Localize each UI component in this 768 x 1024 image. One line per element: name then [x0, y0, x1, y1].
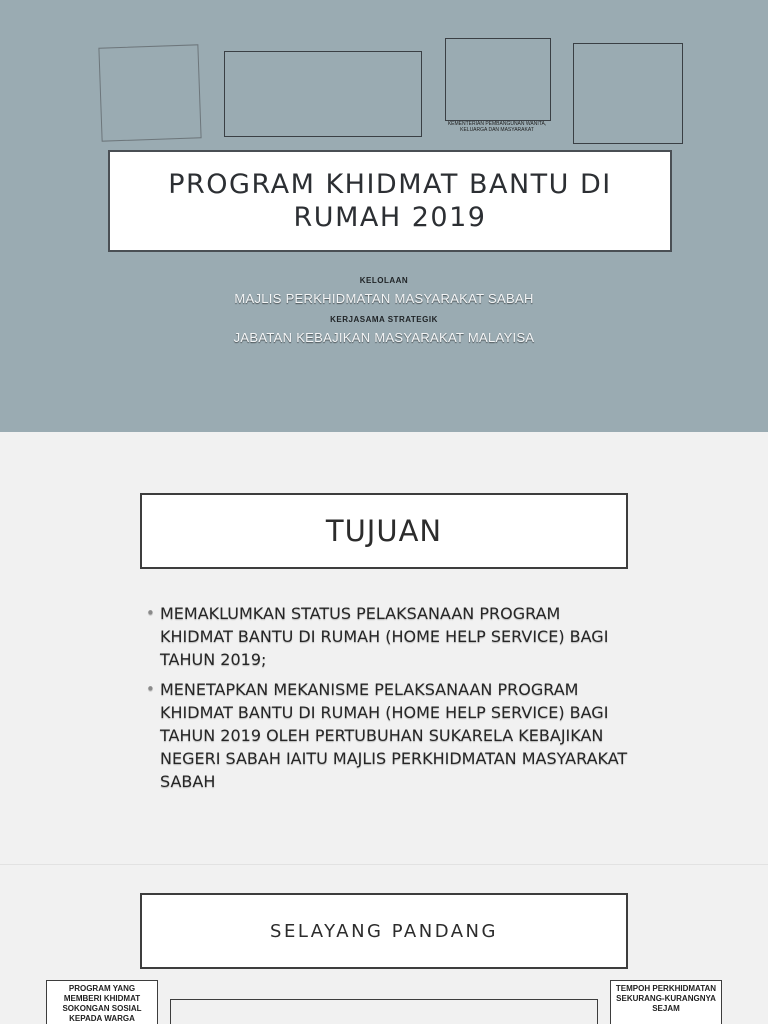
objective-item: • MEMAKLUMKAN STATUS PELAKSANAAN PROGRAM KHIDMAT BANTU DI RUMAH (HOME HELP SERVICE) BAGI TAHUN 2019;	[148, 602, 628, 671]
thumbnail-caption: KEMENTERIAN PEMBANGUNAN WANITA, KELUARGA DAN MASYARAKAT	[447, 121, 547, 133]
objective-heading: TUJUAN	[325, 514, 443, 548]
thumbnail-frame-2	[224, 51, 422, 137]
objective-item: • MENETAPKAN MEKANISME PELAKSANAAN PROGRAM KHIDMAT BANTU DI RUMAH (HOME HELP SERVICE) BAGI TAHUN 2019 OLEH PERTUBUHAN SUKARELA KEBAJIKAN NEGERI SABAH IAITU MAJLIS PERKHIDMATAN MASYARAKAT SABAH	[148, 678, 628, 793]
title-slide	[0, 0, 768, 432]
presentation-title: PROGRAM KHIDMAT BANTU DI RUMAH 2019	[168, 169, 612, 233]
objective-heading-box	[140, 493, 628, 569]
overview-left-box: PROGRAM YANG MEMBERI KHIDMAT SOKONGAN SOSIAL KEPADA WARGA	[46, 980, 158, 1024]
managed-by: MAJLIS PERKHIDMATAN MASYARAKAT SABAH	[234, 291, 534, 306]
overview-center-frame	[170, 999, 598, 1024]
objective-list	[148, 602, 628, 800]
partner-name: JABATAN KEBAJIKAN MASYARAKAT MALAYISA	[233, 330, 535, 345]
managed-label: KELOLAAN	[359, 276, 409, 285]
overview-heading-box	[140, 893, 628, 969]
thumbnail-frame-4	[573, 43, 683, 144]
thumbnail-frame-1	[98, 44, 201, 141]
partner-label: KERJASAMA STRATEGIK	[330, 315, 438, 324]
overview-slide	[0, 865, 768, 1024]
thumbnail-frame-3	[445, 38, 551, 121]
objective-slide	[0, 432, 768, 864]
overview-right-box: TEMPOH PERKHIDMATAN SEKURANG-KURANGNYA SEJAM	[610, 980, 722, 1024]
overview-heading: SELAYANG PANDANG	[270, 920, 498, 942]
title-box	[108, 150, 672, 252]
